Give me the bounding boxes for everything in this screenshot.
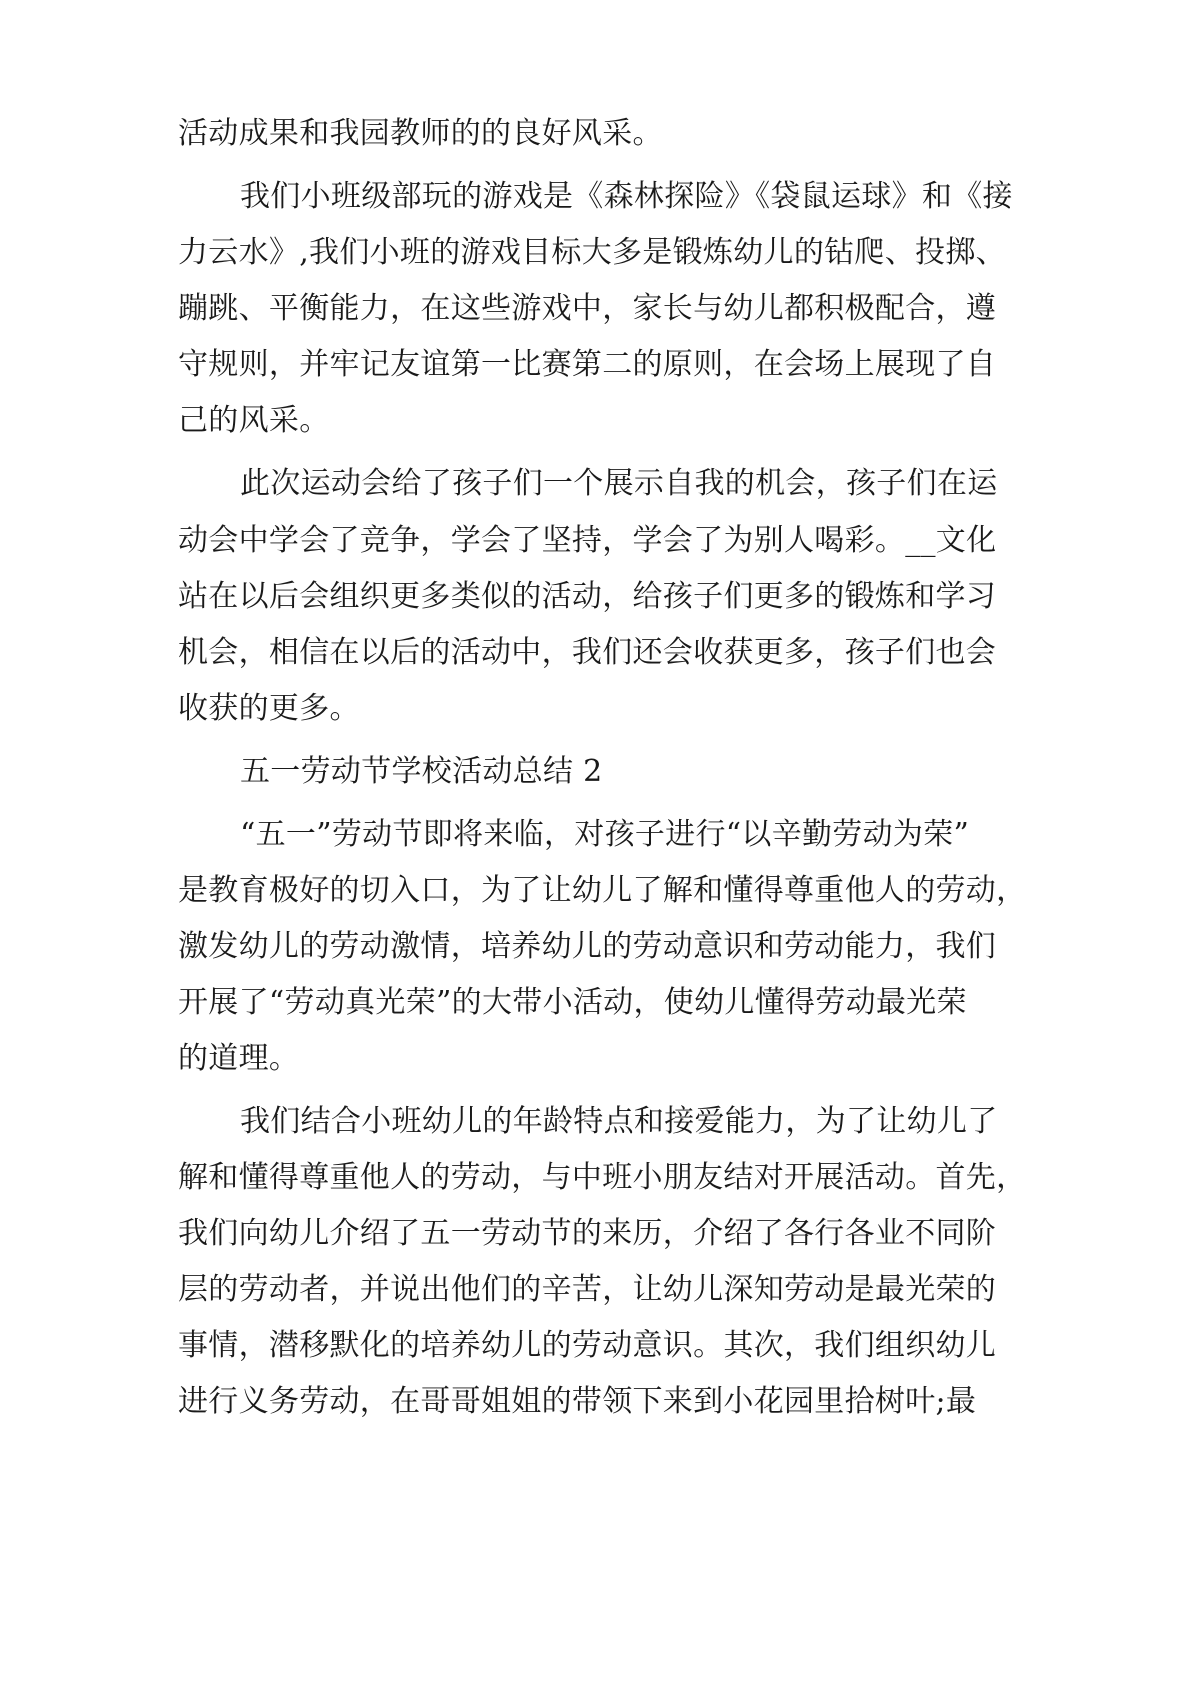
- text-line: 力云水》,我们小班的游戏目标大多是锻炼幼儿的钻爬、投掷、: [178, 235, 1006, 270]
- text-line: 我们向幼儿介绍了五一劳动节的来历，介绍了各行各业不同阶: [178, 1216, 997, 1251]
- text-line: 激发幼儿的劳动激情，培养幼儿的劳动意识和劳动能力，我们: [178, 929, 997, 964]
- text-line: 活动成果和我园教师的的良好风采。: [178, 116, 663, 151]
- text-line: 进行义务劳动，在哥哥姐姐的带领下来到小花园里拾树叶;最: [178, 1384, 977, 1419]
- text-line: 蹦跳、平衡能力，在这些游戏中，家长与幼儿都积极配合，遵: [178, 291, 997, 326]
- text-line: 事情，潜移默化的培养幼儿的劳动意识。其次，我们组织幼儿: [178, 1328, 997, 1363]
- paragraph-start-line: 我们结合小班幼儿的年龄特点和接爱能力，为了让幼儿了: [240, 1104, 998, 1139]
- text-line: 守规则，并牢记友谊第一比赛第二的原则，在会场上展现了自: [178, 347, 997, 382]
- paragraph-start-line: “五一”劳动节即将来临，对孩子进行“以辛勤劳动为荣”: [240, 817, 970, 852]
- paragraph-start-line: 此次运动会给了孩子们一个展示自我的机会，孩子们在运: [240, 466, 998, 501]
- text-line: 动会中学会了竞争，学会了坚持，学会了为别人喝彩。__文化: [178, 523, 997, 558]
- text-line: 的道理。: [178, 1041, 300, 1076]
- text-line: 开展了“劳动真光荣”的大带小活动，使幼儿懂得劳动最光荣: [178, 985, 967, 1020]
- text-line: 收获的更多。: [178, 691, 360, 726]
- text-line: 解和懂得尊重他人的劳动，与中班小朋友结对开展活动。首先，: [178, 1160, 1027, 1195]
- text-line: 机会，相信在以后的活动中，我们还会收获更多，孩子们也会: [178, 635, 997, 670]
- paragraph-start-line: 我们小班级部玩的游戏是《森林探险》《袋鼠运球》和《接: [240, 179, 1013, 214]
- text-line: 己的风采。: [178, 403, 330, 438]
- text-line: 层的劳动者，并说出他们的辛苦，让幼儿深知劳动是最光荣的: [178, 1272, 997, 1307]
- text-line: 是教育极好的切入口，为了让幼儿了解和懂得尊重他人的劳动，: [178, 873, 1027, 908]
- section-heading: 五一劳动节学校活动总结 2: [240, 754, 603, 789]
- text-line: 站在以后会组织更多类似的活动，给孩子们更多的锻炼和学习: [178, 579, 997, 614]
